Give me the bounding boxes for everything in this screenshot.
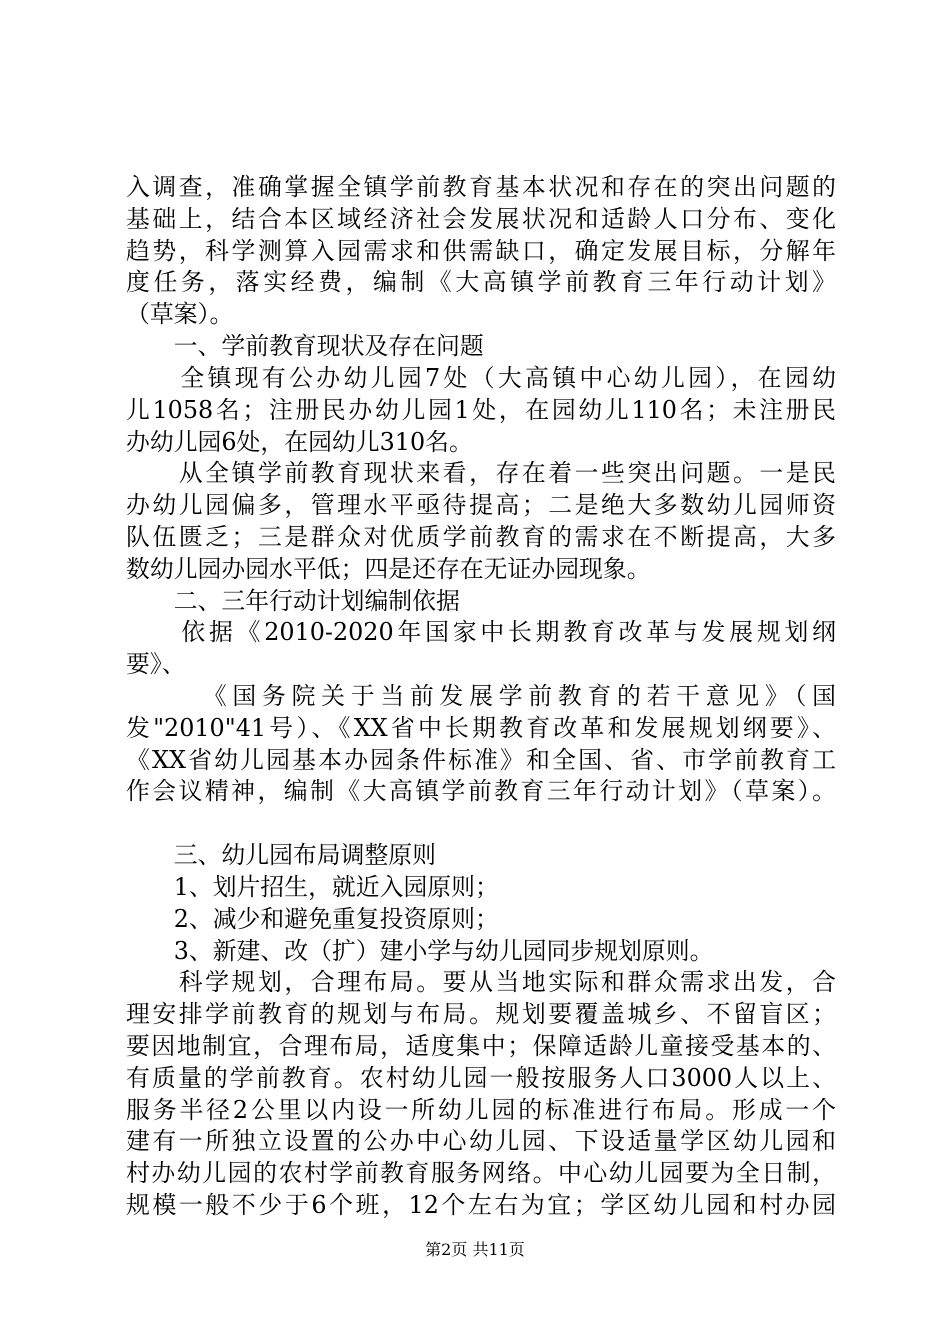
list-item: 1、划片招生，就近入园原则； (126, 873, 499, 901)
body-text-line: 数幼儿园办园水平低；四是还存在无证办园现象。 (126, 555, 651, 583)
page-footer: 第2页 共11页 (425, 1240, 525, 1259)
body-text-line: 从全镇学前教育现状来看，存在着一些突出问题。一是民 (126, 459, 836, 487)
body-text-line: 村办幼儿园的农村学前教育服务网络。中心幼儿园要为全日制， (126, 1159, 836, 1187)
body-text-line: 依据《2010-2020年国家中长期教育改革与发展规划纲 (126, 618, 836, 646)
body-text-line: 队伍匮乏；三是群众对优质学前教育的需求在不断提高，大多 (126, 523, 836, 551)
body-text-line: 办幼儿园6处，在园幼儿310名。 (126, 428, 473, 456)
body-text-line: 建有一所独立设置的公办中心幼儿园、下设适量学区幼儿园和 (126, 1127, 836, 1155)
list-item: 3、新建、改（扩）建小学与幼儿园同步规划原则。 (126, 937, 714, 965)
body-text-line: （草案）。 (126, 300, 234, 328)
body-text-line: 理安排学前教育的规划与布局。规划要覆盖城乡、不留盲区； (126, 1000, 836, 1028)
section-heading: 一、学前教育现状及存在问题 (126, 332, 484, 360)
body-text-line: 基础上，结合本区域经济社会发展状况和适龄人口分布、变化 (126, 205, 836, 233)
body-text-line: 趋势，科学测算入园需求和供需缺口，确定发展目标，分解年 (126, 237, 836, 265)
blank-line (126, 808, 836, 839)
body-text-line: 度任务，落实经费，编制《大高镇学前教育三年行动计划》 (126, 268, 836, 296)
body-text-line: 办幼儿园偏多，管理水平亟待提高；二是绝大多数幼儿园师资 (126, 491, 836, 519)
body-text-line: 服务半径2公里以内设一所幼儿园的标准进行布局。形成一个 (126, 1096, 836, 1124)
body-text-line: 要》、 (126, 650, 186, 678)
body-text-line: 有质量的学前教育。农村幼儿园一般按服务人口3000人以上、 (126, 1064, 836, 1092)
body-text-line: 儿1058名；注册民办幼儿园1处，在园幼儿110名；未注册民 (126, 396, 836, 424)
body-text-line: 作会议精神，编制《大高镇学前教育三年行动计划》（草案）。 (126, 777, 836, 805)
list-item: 2、减少和避免重复投资原则； (126, 905, 499, 933)
section-heading: 二、三年行动计划编制依据 (126, 587, 460, 615)
body-text-line: 全镇现有公办幼儿园7处（大高镇中心幼儿园），在园幼 (126, 364, 836, 392)
body-text-line: 入调查，准确掌握全镇学前教育基本状况和存在的突出问题的 (126, 173, 836, 201)
section-heading: 三、幼儿园布局调整原则 (126, 841, 436, 869)
body-text-line: 《国务院关于当前发展学前教育的若干意见》（国 (126, 682, 836, 710)
body-text-line: 《XX省幼儿园基本办园条件标准》和全国、省、市学前教育工 (126, 746, 836, 774)
body-text-line: 发"2010"41号）、《XX省中长期教育改革和发展规划纲要》、 (126, 714, 836, 742)
body-text-line: 科学规划，合理布局。要从当地实际和群众需求出发，合 (126, 968, 836, 996)
body-text-line: 规模一般不少于6个班，12个左右为宜；学区幼儿园和村办园 (126, 1191, 836, 1219)
body-text-line: 要因地制宜，合理布局，适度集中；保障适龄儿童接受基本的、 (126, 1032, 836, 1060)
